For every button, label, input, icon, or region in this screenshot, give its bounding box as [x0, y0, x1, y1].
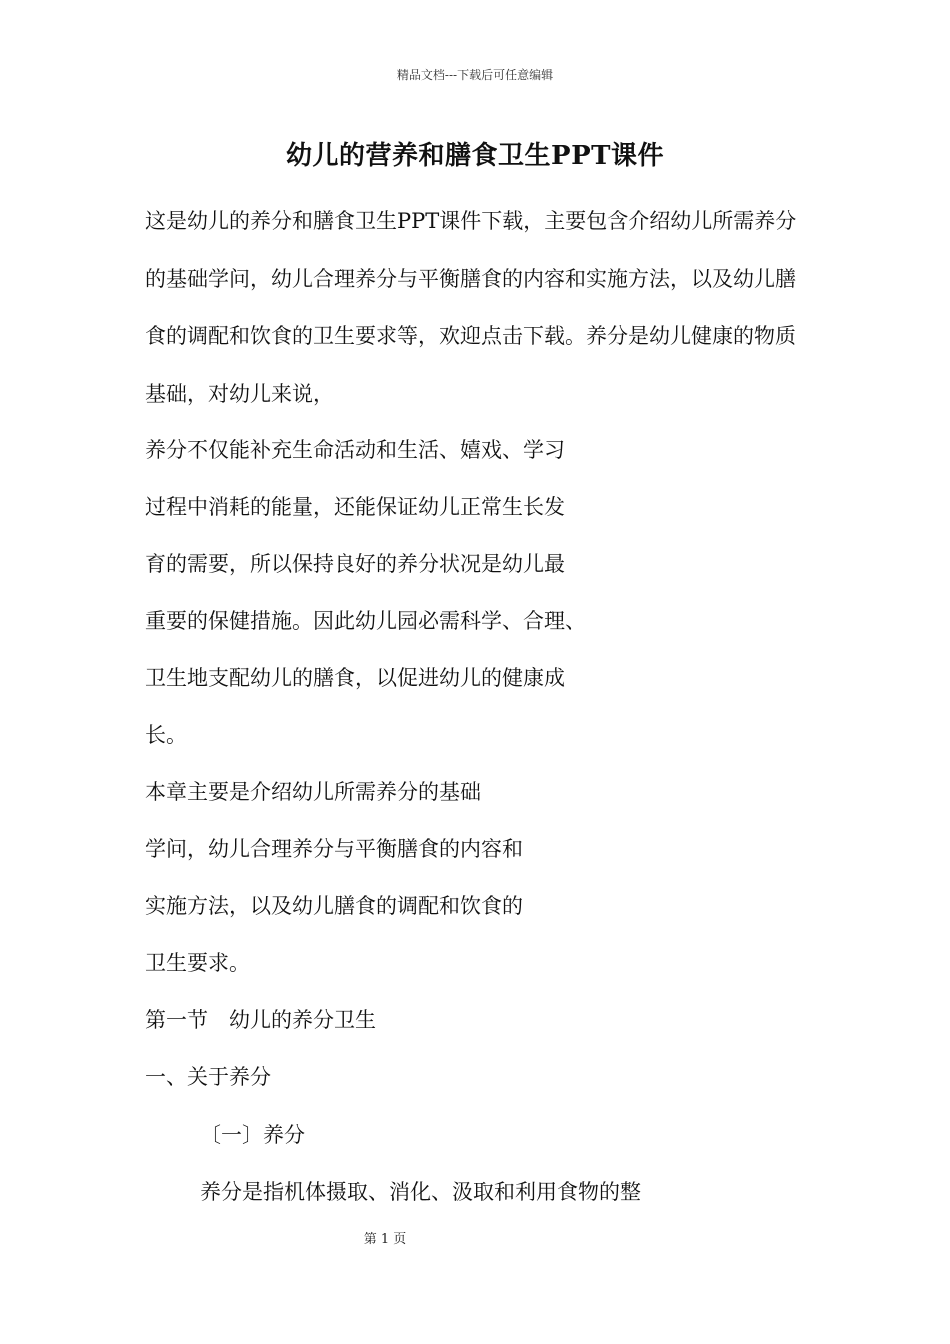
- body-line: 长。: [145, 723, 187, 747]
- document-title: 幼儿的营养和膳食卫生PPT课件: [286, 141, 664, 171]
- body-line: 重要的保健措施。因此幼儿园必需科学、合理、: [145, 609, 586, 633]
- section-heading: 第一节 幼儿的养分卫生: [145, 1008, 376, 1032]
- body-line: 实施方法，以及幼儿膳食的调配和饮食的: [145, 894, 523, 918]
- body-line: 过程中消耗的能量，还能保证幼儿正常生长发: [145, 495, 565, 519]
- page-header: 精品文档---下载后可任意编辑: [396, 68, 554, 82]
- subsection-heading: 一、关于养分: [145, 1065, 271, 1089]
- body-line: 养分不仅能补充生命活动和生活、嬉戏、学习: [145, 438, 565, 462]
- body-line: 卫生地支配幼儿的膳食，以促进幼儿的健康成: [145, 666, 565, 690]
- intro-paragraph: 这是幼儿的养分和膳食卫生PPT课件下载，主要包含介绍幼儿所需养分的基础学问，幼儿合理养分与平衡膳食的内容和实施方法，以及幼儿膳食的调配和饮食的卫生要求等，欢迎点击下载。养分是幼儿健康的物质基础，对幼儿来说，: [145, 209, 797, 406]
- body-line: 育的需要，所以保持良好的养分状况是幼儿最: [145, 552, 565, 576]
- page-number: 第 1 页: [363, 1232, 407, 1247]
- sub-subsection-heading: 〔一〕养分: [200, 1123, 305, 1147]
- body-line: 本章主要是介绍幼儿所需养分的基础: [145, 780, 481, 804]
- body-line: 学问，幼儿合理养分与平衡膳食的内容和: [145, 837, 523, 861]
- body-line: 养分是指机体摄取、消化、汲取和利用食物的整: [200, 1180, 641, 1204]
- body-line: 卫生要求。: [145, 951, 250, 975]
